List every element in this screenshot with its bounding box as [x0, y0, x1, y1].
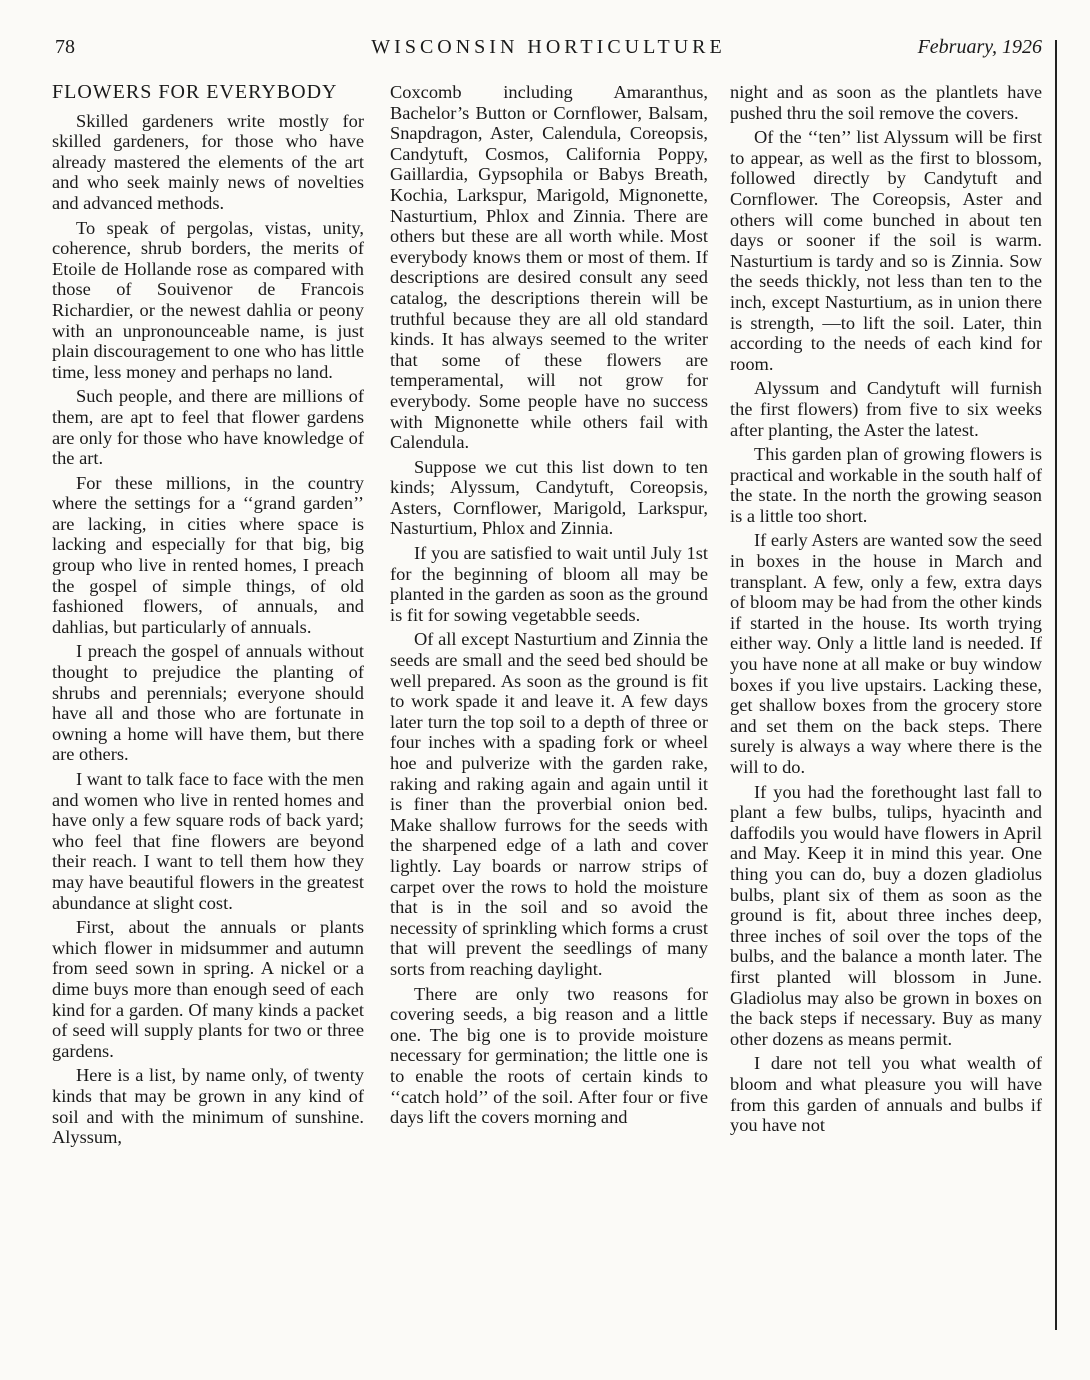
paragraph: Of the ‘‘ten’’ list Alyssum will be first to appear, as well as the first to blossom, followed directly by Candytuft and Cornflower. The Coreopsis, Aster and others will come bunched in about ten days or sooner if the soil is warm. Nasturtium is tardy and so is Zinnia. Sow the seeds thickly, not less than ten to the inch, except Nasturtium, as in union there is strength, —to lift the soil. Later, thin according to the needs of each kind for room. [730, 127, 1042, 374]
paragraph: Here is a list, by name only, of twenty kinds that may be grown in any kind of soil and with the minimum of sunshine. Alyssum, [52, 1065, 364, 1148]
column-1 [52, 82, 364, 1352]
paragraph: Skilled gardeners write mostly for skilled gardeners, for those who have already mastered the elements of the art and who seek mainly news of novelties and advanced methods. [52, 110, 364, 213]
column-3 [730, 82, 1042, 1352]
paragraph: If you had the forethought last fall to plant a few bulbs, tulips, hyacinth and daffodils you would have flowers in April and May. Keep it in mind this year. One thing you can do, buy a dozen gladiolus bulbs, plant six of them as soon as the ground is fit, about three inches deep, three inches of soil over the tops of the bulbs, and the balance a month later. The first planted will blossom in June. Gladiolus may also be grown in boxes on the back steps if necessary. Buy as many other dozens as means permit. [730, 781, 1042, 1049]
paragraph: night and as soon as the plantlets have pushed thru the soil remove the covers. [730, 82, 1042, 123]
paragraph: Coxcomb including Amaranthus, Bachelor’s Button or Cornflower, Balsam, Snapdragon, Aster, Calendula, Coreopsis, Candytuft, Cosmos, California Poppy, Gaillardia, Gypsophila or Babys Breath, Kochia, Larkspur, Marigold, Mignonette, Nasturtium, Phlox and Zinnia. There are others but these are all worth while. Most everybody knows them or most of them. If descriptions are desired consult any seed catalog, the descriptions therein will be truthful because they are all old standard kinds. It has always seemed to the writer that some of these flowers are temperamental, will not grow for everybody. Some people have no success with Mignonette while others fail with Calendula. [390, 82, 708, 453]
page-header [55, 36, 1042, 62]
magazine-title: WISCONSIN HORTICULTURE [371, 36, 726, 58]
paragraph: If you are satisfied to wait until July 1st for the beginning of bloom all may be planted in the garden as soon as the ground is fit for sowing vegetabble seeds. [390, 543, 708, 625]
paragraph: To speak of pergolas, vistas, unity, coherence, shrub borders, the merits of Etoile de Hollande rose as compared with those of Souivenor de Francois Richardier, or the newest dahlia or peony with an unpronounceable name, is just plain discouragement to one who has little time, less money and perhaps no land. [52, 217, 364, 382]
paragraph: For these millions, in the country where the settings for a ‘‘grand garden’’ are lacking, in cities where space is lacking and especially for that big, big group who live in rented homes, I preach the gospel of simple things, of old fashioned flowers, of annuals, and dahlias, but particularly of annuals. [52, 472, 364, 637]
page-number: 78 [55, 36, 75, 58]
paragraph: Suppose we cut this list down to ten kinds; Alyssum, Candytuft, Coreopsis, Asters, Cornflower, Marigold, Larkspur, Nasturtium, Phlox and Zinnia. [390, 456, 708, 539]
paragraph: There are only two reasons for covering seeds, a big reason and a little one. The big one is to provide moisture necessary for germination; the little one is to enable the roots of certain kinds to ‘‘catch hold’’ of the soil. After four or five days lift the covers morning and [390, 983, 708, 1128]
right-margin-rule [1055, 40, 1057, 1330]
paragraph: I dare not tell you what wealth of bloom and what pleasure you will have from this garden of annuals and bulbs if you have not [730, 1053, 1042, 1136]
paragraph: I want to talk face to face with the men and women who live in rented homes and have only a few square rods of back yard; who feel that fine flowers are beyond their reach. I want to tell them how they may have beautiful flowers in the greatest abundance at slight cost. [52, 769, 364, 913]
paragraph: First, about the annuals or plants which flower in midsummer and autumn from seed sown in spring. A nickel or a dime buys more than enough seed of each kind for a garden. Of many kinds a packet of seed will supply plants for two or three gardens. [52, 917, 364, 1061]
issue-date: February, 1926 [917, 36, 1042, 58]
paragraph: Alyssum and Candytuft will furnish the first flowers) from five to six weeks after planting, the Aster the latest. [730, 378, 1042, 440]
column-2 [390, 82, 708, 1352]
article-title: FLOWERS FOR EVERYBODY [52, 82, 338, 103]
paragraph: I preach the gospel of annuals without thought to prejudice the planting of shrubs and perennials; everyone should have all and those who are fortunate in owning a home will have them, but there are others. [52, 641, 364, 765]
paragraph: This garden plan of growing flowers is practical and workable in the south half of the state. In the north the growing season is a little too short. [730, 444, 1042, 526]
paragraph: If early Asters are wanted sow the seed in boxes in the house in March and transplant. A few, only a few, extra days of bloom may be had from the other kinds if started in the house. Its worth trying either way. Only a little land is needed. If you have none at all make or buy window boxes if you live upstairs. Lacking these, get shallow boxes from the grocery store and set them on the back steps. There surely is always a way where there is the will to do. [730, 530, 1042, 777]
paragraph: Such people, and there are millions of them, are apt to feel that flower gardens are only for those who have knowledge of the art. [52, 386, 364, 469]
paragraph: Of all except Nasturtium and Zinnia the seeds are small and the seed bed should be well prepared. As soon as the ground is fit to work spade it and leave it. A few days later turn the top soil to a depth of three or four inches with a spading fork or wheel hoe and pulverize with the garden rake, raking and raking again and again until it is finer than the proverbial onion bed. Make shallow furrows for the seeds with the sharpened edge of a lath and cover lightly. Lay boards or narrow strips of carpet over the rows to hold the moisture that is in the soil and so avoid the necessity of sprinkling which forms a crust that will prevent the seedlings of many sorts from reaching daylight. [390, 629, 708, 979]
